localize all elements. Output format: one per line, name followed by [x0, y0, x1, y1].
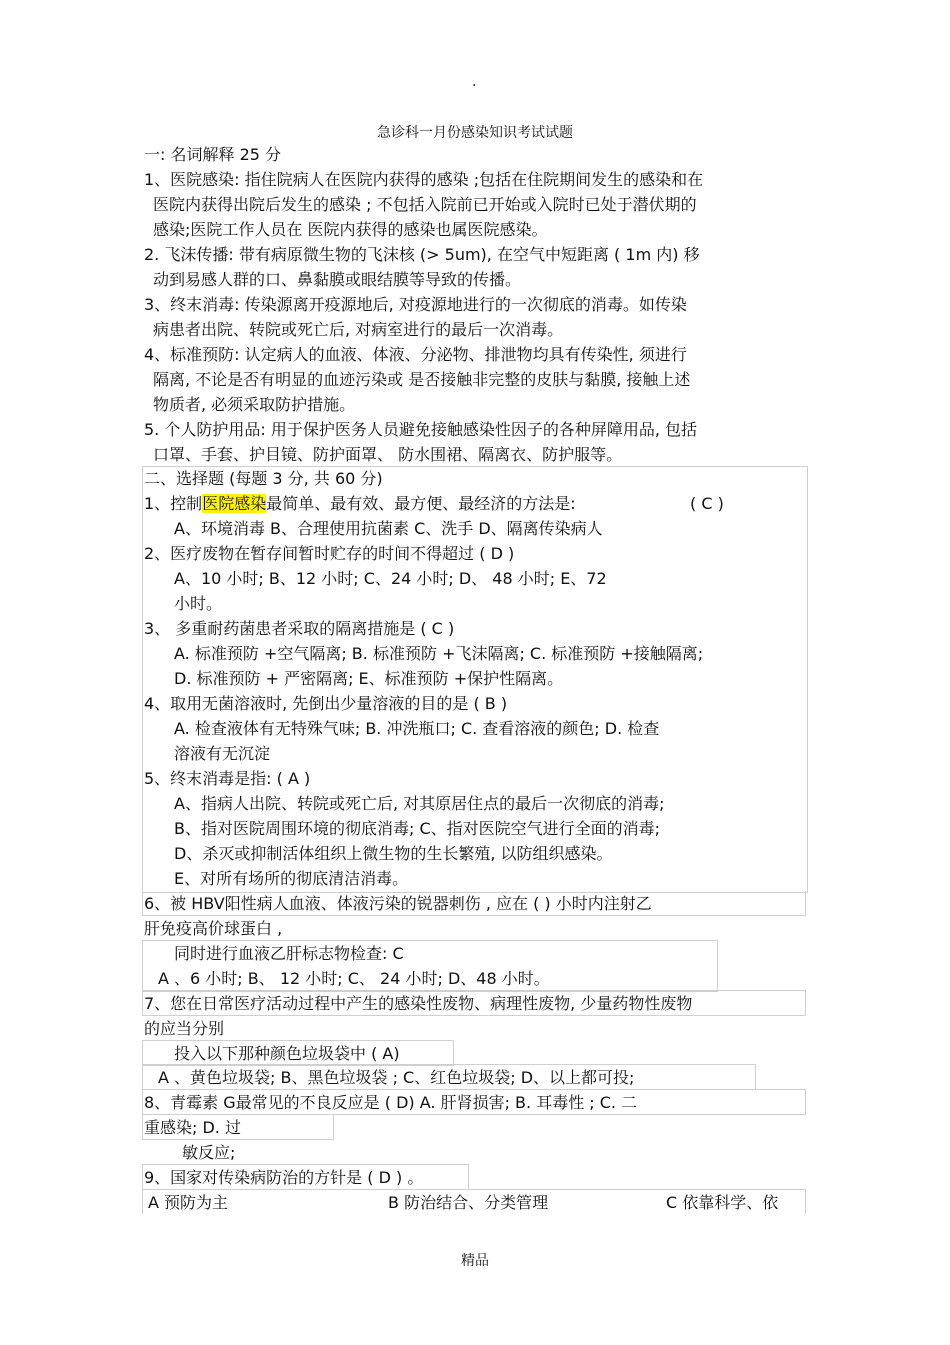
question-9-option-a: A 预防为主 [148, 1193, 229, 1212]
section2-heading: 二、选择题 (每题 3 分, 共 60 分) [144, 469, 383, 488]
question-1-prefix: 1、控制 [144, 494, 203, 513]
question-1-options: A、环境消毒 B、合理使用抗菌素 C、洗手 D、隔离传染病人 [174, 519, 603, 538]
term-4-line-2: 隔离, 不论是否有明显的血迹污染或 是否接触非完整的皮肤与黏膜, 接触上述 [153, 370, 691, 389]
question-5: 5、终末消毒是指: ( A ) [144, 769, 311, 788]
term-5-line-1: 5. 个人防护用品: 用于保护医务人员避免接触感染性因子的各种屏障用品, 包括 [144, 420, 698, 439]
question-6-line-3: 同时进行血液乙肝标志物检查: C [174, 944, 404, 963]
page-title: 急诊科一月份感染知识考试试题 [377, 125, 573, 141]
question-4: 4、取用无菌溶液时, 先倒出少量溶液的目的是 ( B ) [144, 694, 508, 713]
term-2-line-1: 2. 飞沫传播: 带有病原微生物的飞沫核 (> 5um), 在空气中短距离 ( 1m 内) 移 [144, 245, 700, 264]
question-9-option-c: C 依靠科学、依 [666, 1193, 779, 1212]
term-5-line-2: 口罩、手套、护目镜、防护面罩、 防水围裙、隔离衣、防护服等。 [153, 445, 623, 464]
question-7-line-2: 的应当分别 [144, 1019, 225, 1038]
section1-heading: 一: 名词解释 25 分 [144, 145, 282, 164]
question-3: 3、 多重耐药菌患者采取的隔离措施是 ( C ) [144, 619, 455, 638]
question-4-options-line-2: 溶液有无沉淀 [174, 744, 271, 763]
question-3-options-line-1: A. 标准预防 +空气隔离; B. 标准预防 +飞沫隔离; C. 标准预防 +接触隔离; [174, 644, 704, 663]
term-3-line-1: 3、终末消毒: 传染源离开疫源地后, 对疫源地进行的一次彻底的消毒。如传染 [144, 295, 687, 314]
question-5-option-e: E、对所有场所的彻底清洁消毒。 [174, 869, 409, 888]
question-5-option-b-c: B、指对医院周围环境的彻底消毒; C、指对医院空气进行全面的消毒; [174, 819, 661, 838]
question-7-line-3: 投入以下那种颜色垃圾袋中 ( A) [174, 1044, 400, 1063]
footer-label: 精品 [461, 1253, 489, 1269]
term-2-line-2: 动到易感人群的口、鼻黏膜或眼结膜等导致的传播。 [153, 270, 522, 289]
question-9-option-b: B 防治结合、分类管理 [388, 1193, 549, 1212]
term-1-line-2: 医院内获得出院后发生的感染 ; 不包括入院前已开始或入院时已处于潜伏期的 [153, 195, 697, 214]
term-3-line-2: 病患者出院、转院或死亡后, 对病室进行的最后一次消毒。 [153, 320, 564, 339]
term-1-line-3: 感染;医院工作人员在 医院内获得的感染也属医院感染。 [153, 220, 548, 239]
highlighted-term: 医院感染 [202, 494, 267, 513]
question-8-line-2: 重感染; D. 过 [144, 1118, 241, 1137]
header-dot: . [472, 74, 477, 90]
question-1-text: 最简单、最有效、最方便、最经济的方法是: [266, 494, 576, 513]
question-4-options-line-1: A. 检查液体有无特殊气味; B. 冲洗瓶口; C. 查看溶液的颜色; D. 检查 [174, 719, 660, 738]
question-6-line-2: 肝免疫高价球蛋白 , [144, 919, 283, 938]
question-6-options: A 、6 小时; B、 12 小时; C、 24 小时; D、48 小时。 [158, 969, 550, 988]
question-2: 2、医疗废物在暂存间暂时贮存的时间不得超过 ( D ) [144, 544, 515, 563]
term-4-line-1: 4、标准预防: 认定病人的血液、体液、分泌物、排泄物均具有传染性, 须进行 [144, 345, 687, 364]
term-1-line-1: 1、医院感染: 指住院病人在医院内获得的感染 ;包括在住院期间发生的感染和在 [144, 170, 704, 189]
question-1-answer: ( C ) [690, 494, 724, 513]
question-5-option-d: D、杀灭或抑制活体组织上微生物的生长繁殖, 以防组织感染。 [174, 844, 613, 863]
question-8-line-1: 8、青霉素 G最常见的不良反应是 ( D) A. 肝肾损害; B. 耳毒性 ; C. 二 [144, 1093, 638, 1112]
question-5-option-a: A、指病人出院、转院或死亡后, 对其原居住点的最后一次彻底的消毒; [174, 794, 665, 813]
question-3-options-line-2: D. 标准预防 + 严密隔离; E、标准预防 +保护性隔离。 [174, 669, 564, 688]
question-8-line-3: 敏反应; [182, 1143, 236, 1162]
question-7-options: A 、黄色垃圾袋; B、黑色垃圾袋 ; C、红色垃圾袋; D、以上都可投; [158, 1068, 635, 1087]
term-4-line-3: 物质者, 必须采取防护措施。 [153, 395, 356, 414]
question-7-line-1: 7、您在日常医疗活动过程中产生的感染性废物、病理性废物, 少量药物性废物 [144, 994, 693, 1013]
question-2-options-line-1: A、10 小时; B、12 小时; C、24 小时; D、 48 小时; E、72 [174, 569, 607, 588]
question-6-line-1: 6、被 HBV阳性病人血液、体液污染的锐器刺伤 , 应在 ( ) 小时内注射乙 [144, 894, 652, 913]
question-9: 9、国家对传染病防治的方针是 ( D ) 。 [144, 1168, 424, 1187]
question-2-options-line-2: 小时。 [174, 594, 223, 613]
question-1 [144, 491, 576, 516]
